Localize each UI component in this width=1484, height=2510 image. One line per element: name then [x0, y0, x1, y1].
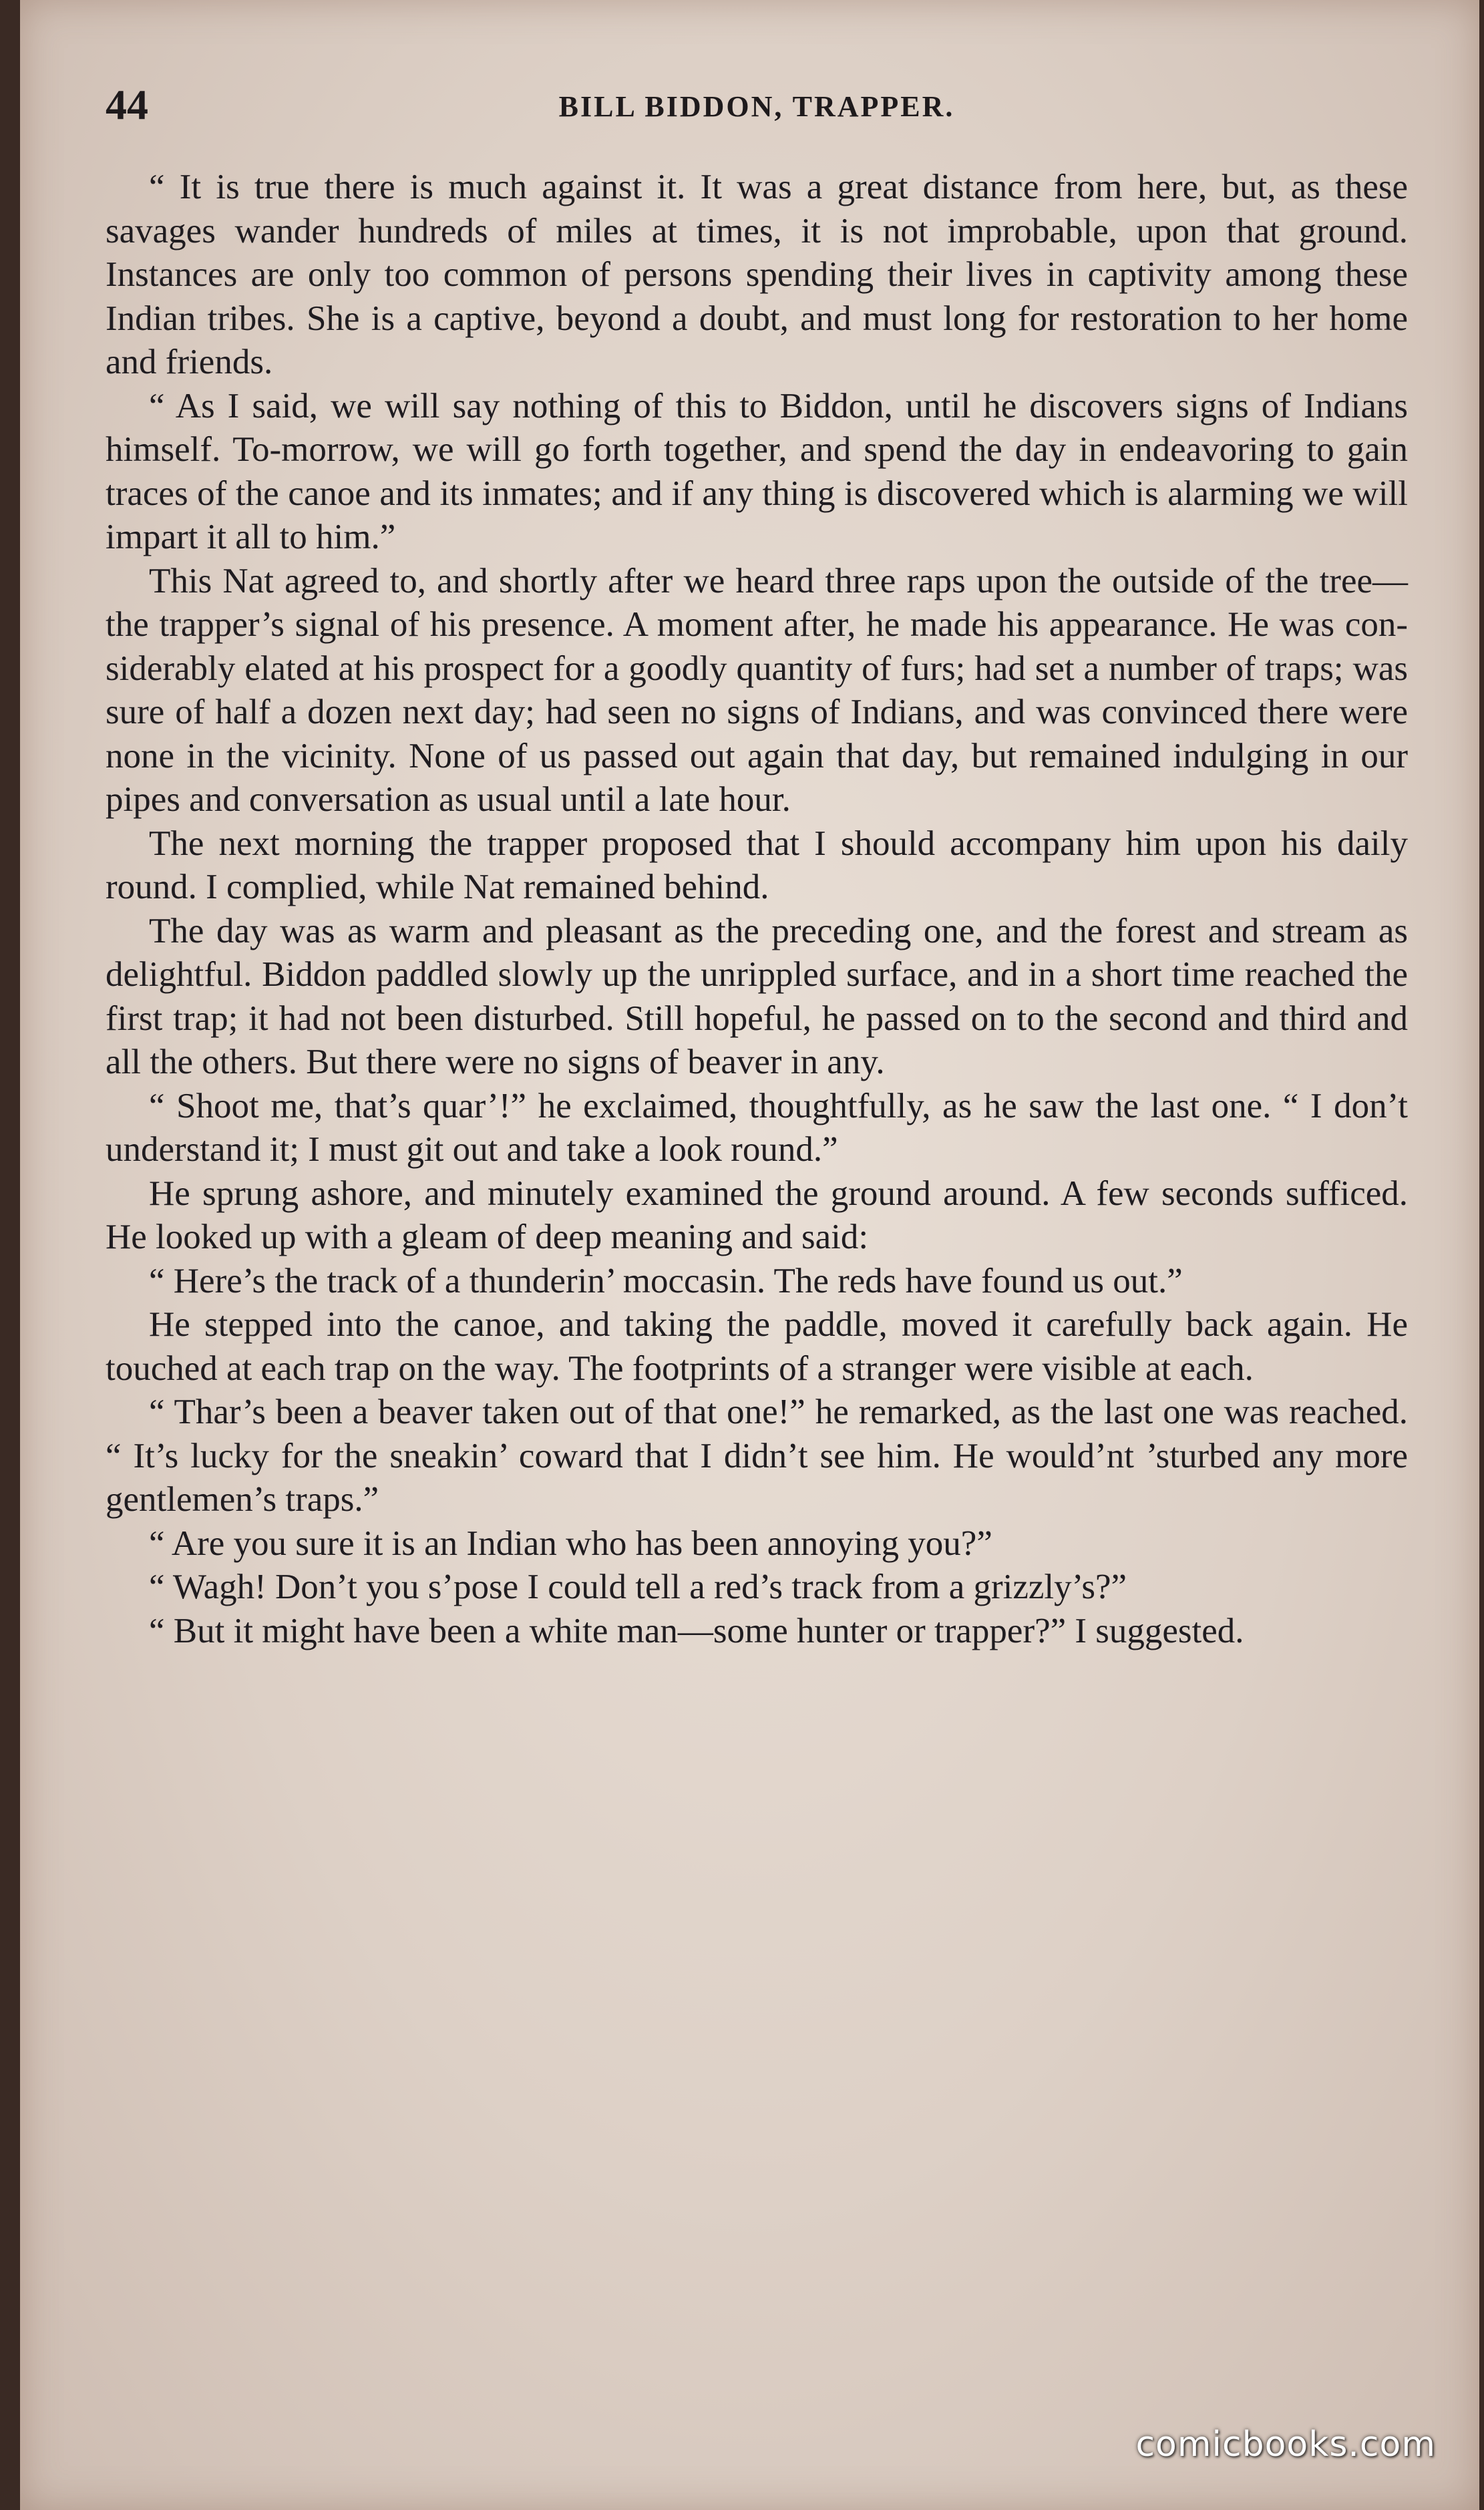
paragraph: “ Here’s the track of a thunderin’ moccasin. The reds have found us out.”	[149, 1261, 1183, 1300]
paragraph: “ Wagh! Don’t you s’pose I could tell a red’s track from a grizzly’s?”	[149, 1568, 1127, 1606]
paragraph: “ It is true there is much against it. It was a great distance from here, but, as these savages wander hundreds of miles at times, it is not improbable, upon that ground. Instances are only too common of persons spending their lives in captivity among these Indian tribes. She is a captive, beyond a doubt, and must long for restoration to her home and friends.	[106, 168, 1408, 381]
book-page	[20, 0, 1479, 2510]
paragraph: He stepped into the canoe, and taking the paddle, moved it carefully back again. He touched at each trap on the way. The footprints of a stranger were visible at each.	[106, 1305, 1408, 1388]
paragraph: The day was as warm and pleasant as the preceding one, and the forest and stream as delightful. Biddon paddled slowly up the unrippled surface, and in a short time reached the first trap; it had not been disturbed. Still hopeful, he passed on to the second and third and all the others. But there were no signs of beaver in any.	[106, 911, 1408, 1081]
paragraph: The next morning the trapper proposed that I should accompany him upon his daily round. I complied, while Nat remained behind.	[106, 824, 1408, 906]
paragraph: “ As I said, we will say nothing of this to Biddon, until he discovers signs of Indians himself. To-morrow, we will go forth together, and spend the day in endeavoring to gain traces of the canoe and its inmates; and if any thing is discovered which is alarming we will impart it all to him.”	[106, 386, 1408, 556]
watermark: comicbooks.com	[1135, 2425, 1436, 2465]
paragraph: “ Shoot me, that’s quar’!” he exclaimed, thoughtfully, as he saw the last one. “ I don’t understand it; I must git out and take a look round.”	[106, 1086, 1408, 1169]
page-number: 44	[106, 81, 148, 128]
paragraph: “ But it might have been a white man—some hunter or trapper?” I suggested.	[149, 1611, 1244, 1650]
paragraph: This Nat agreed to, and shortly after we heard three raps upon the outside of the tree—the trapper’s signal of his presence. A moment after, he made his appearance. He was considerably elated at his prospect for a goodly quantity of furs; had set a number of traps; was sure of half a dozen next day; had seen no signs of Indians, and was convinced there were none in the vicinity. None of us passed out again that day, but remained indulging in our pipes and conversation as usual until a late hour.	[106, 561, 1408, 819]
body-text	[106, 166, 1408, 1653]
page-header	[106, 80, 1408, 134]
paragraph: “ Thar’s been a beaver taken out of that one!” he remarked, as the last one was reached. “ It’s lucky for the sneakin’ coward that I didn’t see him. He would’nt ’sturbed any more gentlemen’s traps.”	[106, 1393, 1408, 1519]
paragraph: He sprung ashore, and minutely examined the ground around. A few seconds sufficed. He looked up with a gleam of deep meaning and said:	[106, 1174, 1408, 1256]
running-title: BILL BIDDON, TRAPPER.	[558, 90, 955, 123]
paragraph: “ Are you sure it is an Indian who has been annoying you?”	[149, 1523, 992, 1563]
